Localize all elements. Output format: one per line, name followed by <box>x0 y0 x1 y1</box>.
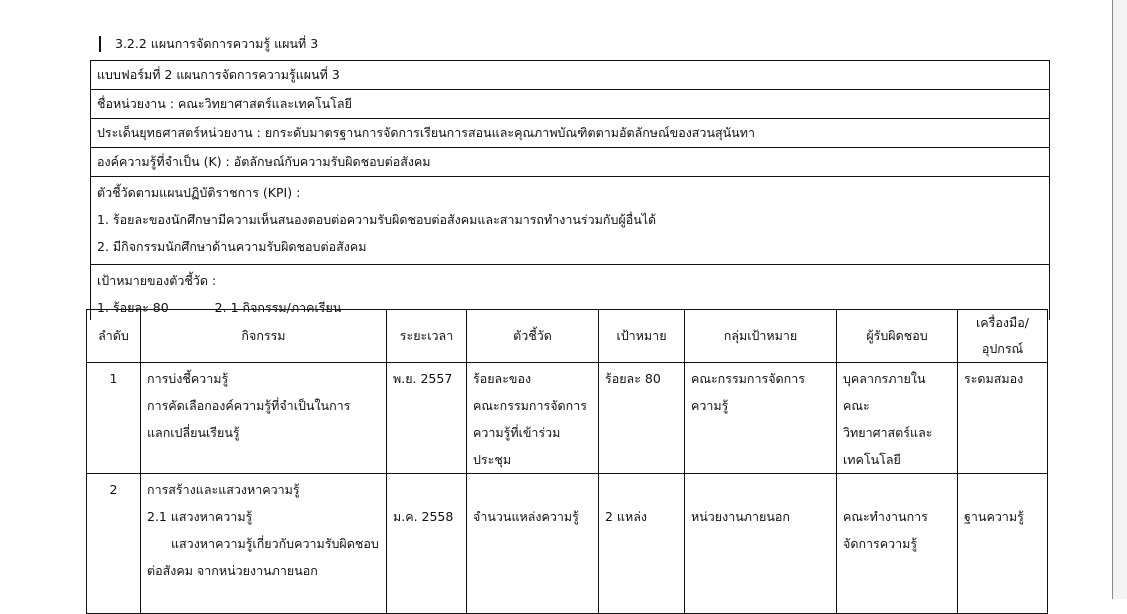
table-header-row <box>87 310 1048 363</box>
responsible-line: คณะทำงานการ <box>843 509 928 524</box>
header-cell <box>958 310 1048 363</box>
header-cell: กลุ่มเป้าหมาย <box>685 310 837 363</box>
kpi-item: 2. มีกิจกรรมนักศึกษาด้านความรับผิดชอบต่อสังคม <box>97 239 367 254</box>
tool-value: ฐานความรู้ <box>964 509 1024 524</box>
activity-desc: ต่อสังคม จากหน่วยงานภายนอก <box>147 563 318 578</box>
table-row <box>87 474 1048 614</box>
activity-desc: แสวงหาความรู้เกี่ยวกับความรับผิดชอบ <box>171 536 379 551</box>
period-cell <box>387 474 467 614</box>
header-tool-line2: อุปกรณ์ <box>981 341 1024 356</box>
indicator-line: ร้อยละของ <box>473 371 532 386</box>
indicator-line: ความรู้ที่เข้าร่วมประชุม <box>473 425 561 467</box>
activity-cell <box>141 363 387 474</box>
row-number: 2 <box>87 474 141 614</box>
target-group-cell <box>685 474 837 614</box>
activity-sub: 2.1 แสวงหาความรู้ <box>147 509 253 524</box>
activity-table <box>86 309 1048 614</box>
heading-text: 3.2.2 แผนการจัดการความรู้ แผนที่ 3 <box>115 36 319 51</box>
target-group-cell <box>685 363 837 474</box>
goal-value: 2 แหล่ง <box>605 509 647 524</box>
responsible-line: วิทยาศาสตร์และ <box>843 425 933 440</box>
target-value-1: 1. ร้อยละ 80 <box>97 300 169 315</box>
kpi-label: ตัวชี้วัดตามแผนปฏิบัติราชการ (KPI) : <box>97 185 301 200</box>
kpi-item: 1. ร้อยละของนักศึกษามีความเห็นสนองตอบต่อความรับผิดชอบต่อสังคมและสามารถทำงานร่วมกับผู้อื่นได้ <box>97 212 657 227</box>
required-knowledge: องค์ความรู้ที่จำเป็น (K) : อัตลักษณ์กับความรับผิดชอบต่อสังคม <box>91 148 1049 177</box>
indicator-cell <box>467 363 599 474</box>
responsible-cell <box>837 474 958 614</box>
responsible-line: จัดการความรู้ <box>843 536 918 551</box>
strategy-issue: ประเด็นยุทธศาสตร์หน่วยงาน : ยกระดับมาตรฐานการจัดการเรียนการสอนและคุณภาพบัณฑิตตามอัตลักษณ์ของสวนสุนันทา <box>91 119 1049 148</box>
responsible-cell <box>837 363 958 474</box>
tool-cell: ระดมสมอง <box>958 363 1048 474</box>
header-cell: ลำดับ <box>87 310 141 363</box>
target-group-line: ความรู้ <box>691 398 729 413</box>
activity-desc: แลกเปลี่ยนเรียนรู้ <box>147 425 240 440</box>
header-tool-line1: เครื่องมือ/ <box>976 315 1029 330</box>
page-edge <box>1112 0 1127 599</box>
heading-bar <box>99 36 101 52</box>
goal-cell <box>599 474 685 614</box>
activity-cell <box>141 474 387 614</box>
period-cell: พ.ย. 2557 <box>387 363 467 474</box>
table-row <box>87 363 1048 474</box>
header-cell: เป้าหมาย <box>599 310 685 363</box>
section-heading <box>99 34 318 54</box>
activity-title: การสร้างและแสวงหาความรู้ <box>147 482 300 497</box>
target-group-line: คณะกรรมการจัดการ <box>691 371 805 386</box>
header-cell: ผู้รับผิดชอบ <box>837 310 958 363</box>
form-title: แบบฟอร์มที่ 2 แผนการจัดการความรู้แผนที่ 3 <box>91 61 1049 90</box>
header-cell: ตัวชี้วัด <box>467 310 599 363</box>
kpi-section <box>91 177 1049 265</box>
goal-cell: ร้อยละ 80 <box>599 363 685 474</box>
header-cell: กิจกรรม <box>141 310 387 363</box>
responsible-line: บุคลากรภายในคณะ <box>843 371 926 413</box>
activity-desc: การคัดเลือกองค์ความรู้ที่จำเป็นในการ <box>147 398 351 413</box>
target-label: เป้าหมายของตัวชี้วัด : <box>97 273 217 288</box>
target-group-line: หน่วยงานภายนอก <box>691 509 790 524</box>
header-cell: ระยะเวลา <box>387 310 467 363</box>
activity-title: การบ่งชี้ความรู้ <box>147 371 229 386</box>
target-value-2: 2. 1 กิจกรรม/ภาคเรียน <box>214 300 342 315</box>
plan-form <box>90 60 1050 320</box>
row-number: 1 <box>87 363 141 474</box>
indicator-cell <box>467 474 599 614</box>
period-value: ม.ค. 2558 <box>393 509 454 524</box>
tool-cell <box>958 474 1048 614</box>
responsible-line: เทคโนโลยี <box>843 452 901 467</box>
indicator-line: คณะกรรมการจัดการ <box>473 398 587 413</box>
indicator-line: จำนวนแหล่งความรู้ <box>473 509 579 524</box>
unit-name: ชื่อหน่วยงาน : คณะวิทยาศาสตร์และเทคโนโลยี <box>91 90 1049 119</box>
